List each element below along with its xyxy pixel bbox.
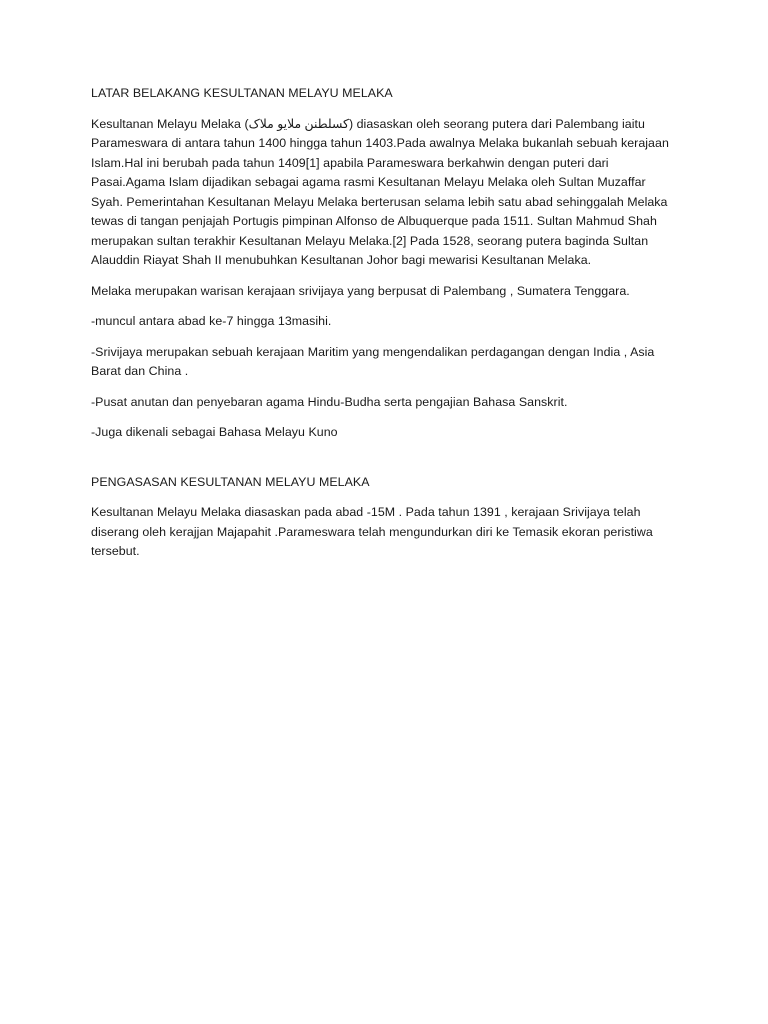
section-heading-latar-belakang: LATAR BELAKANG KESULTANAN MELAYU MELAKA bbox=[91, 86, 393, 100]
pengasasan-paragraph: Kesultanan Melayu Melaka diasaskan pada abad -15M . Pada tahun 1391 , kerajaan Srivijaya telah diserang oleh kerajjan Majapahit .Parameswara telah mengundurkan diri ke Temasik ekoran peristiwa tersebut. bbox=[91, 505, 653, 558]
srivijaya-paragraph: Melaka merupakan warisan kerajaan srivijaya yang berpusat di Palembang , Sumatera Tenggara. bbox=[91, 283, 630, 298]
section-spacer bbox=[91, 454, 681, 473]
document-body bbox=[91, 84, 681, 573]
point-bahasa-melayu-kuno: -Juga dikenali sebagai Bahasa Melayu Kuno bbox=[91, 425, 338, 439]
point-maritim: -Srivijaya merupakan sebuah kerajaan Maritim yang mengendalikan perdagangan dengan India , Asia Barat dan China . bbox=[91, 344, 655, 378]
intro-paragraph: Kesultanan Melayu Melaka (کسلطنن ملايو ملاک) diasaskan oleh seorang putera dari Palembang iaitu Parameswara di antara tahun 1400 hingga tahun 1403.Pada awalnya Melaka bukanlah sebuah kerajaan Islam.Hal ini berubah pada tahun 1409[1] apabila Parameswara berkahwin dengan puteri dari Pasai.Agama Islam dijadikan sebagai agama rasmi Kesultanan Melayu Melaka oleh Sultan Muzaffar Syah. Pemerintahan Kesultanan Melayu Melaka berterusan selama lebih satu abad sehinggalah Melaka tewas di tangan penjajah Portugis pimpinan Alfonso de Albuquerque pada 1511. Sultan Mahmud Shah merupakan sultan terakhir Kesultanan Melayu Melaka.[2] Pada 1528, seorang putera baginda Sultan Alauddin Riayat Shah II menubuhkan Kesultanan Johor bagi mewarisi Kesultanan Melaka. bbox=[91, 116, 669, 267]
point-pusat-anutan: -Pusat anutan dan penyebaran agama Hindu-Budha serta pengajian Bahasa Sanskrit. bbox=[91, 394, 568, 409]
section-heading-pengasasan: PENGASASAN KESULTANAN MELAYU MELAKA bbox=[91, 474, 370, 489]
point-abad: -muncul antara abad ke-7 hingga 13masihi. bbox=[91, 314, 332, 328]
